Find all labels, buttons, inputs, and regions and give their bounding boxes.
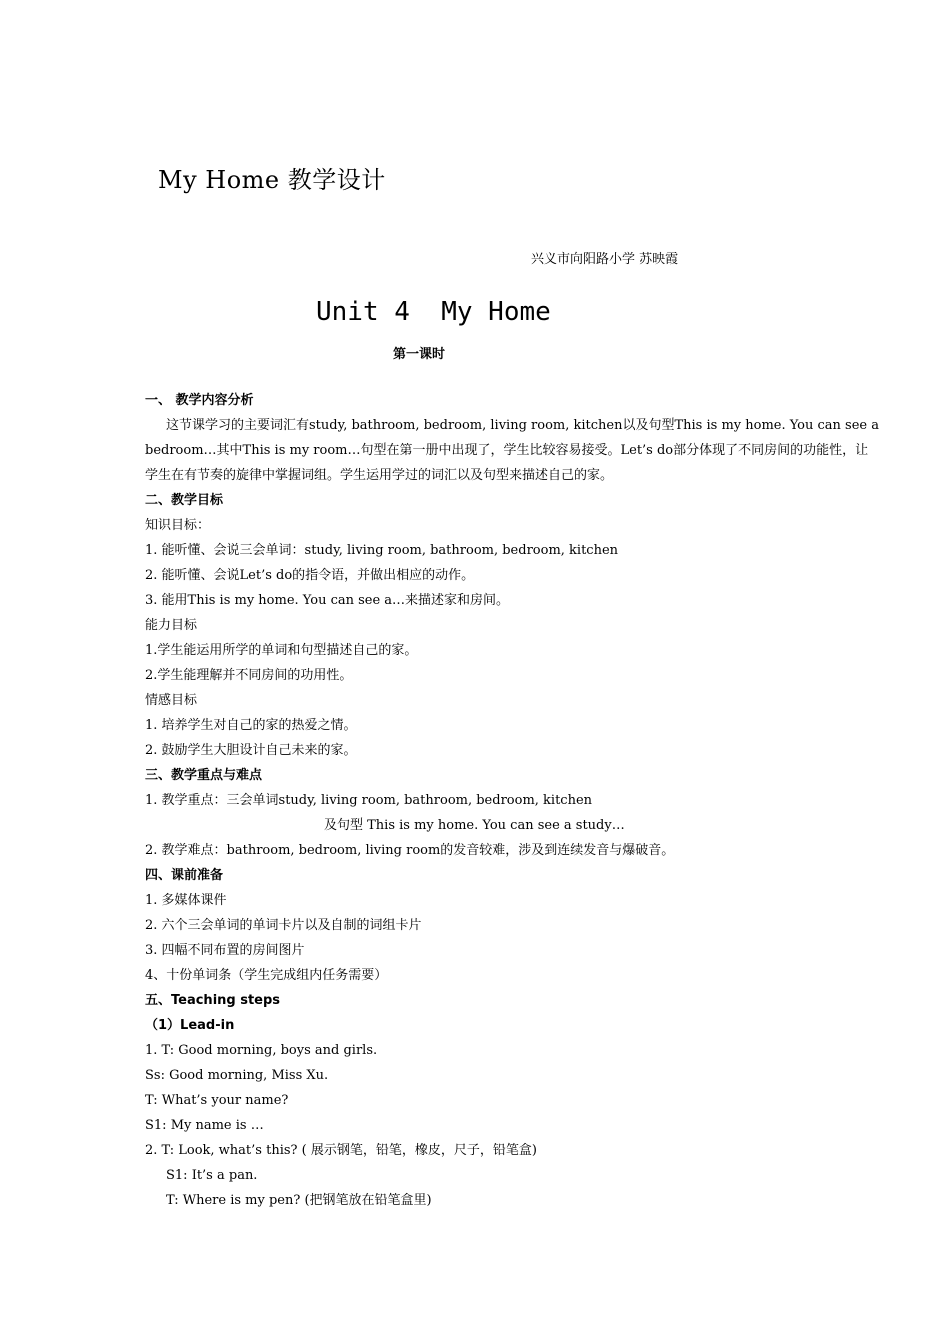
section-heading-objectives: 二、教学目标 <box>145 493 224 508</box>
dialogue-line: T: What’s your name? <box>145 1093 289 1108</box>
list-item-continuation: 及句型 This is my home. You can see a study… <box>324 818 625 833</box>
list-item: 1. 培养学生对自己的家的热爱之情。 <box>145 718 357 733</box>
list-item: 2. 教学难点：bathroom, bedroom, living room的发音较难，涉及到连续发音与爆破音。 <box>145 843 675 858</box>
list-item: 2.学生能理解并不同房间的功用性。 <box>145 668 353 683</box>
dialogue-line: T: Where is my pen? (把钢笔放在铅笔盒里) <box>166 1193 432 1208</box>
document-title: My Home 教学设计 <box>158 166 386 194</box>
list-item: 2. 鼓励学生大胆设计自己未来的家。 <box>145 743 357 758</box>
knowledge-objectives-label: 知识目标： <box>145 518 211 533</box>
list-item: 3. 四幅不同布置的房间图片 <box>145 943 305 958</box>
section-heading-preparation: 四、课前准备 <box>145 868 224 883</box>
ability-objectives-label: 能力目标 <box>145 618 198 633</box>
list-item: 2. 能听懂、会说Let’s do的指令语，并做出相应的动作。 <box>145 568 475 583</box>
list-item: 1. 教学重点：三会单词study, living room, bathroom, bedroom, kitchen <box>145 793 593 808</box>
list-item: 1. 能听懂、会说三会单词：study, living room, bathroom, bedroom, kitchen <box>145 543 619 558</box>
document-body <box>145 388 880 1213</box>
list-item: 1. 多媒体课件 <box>145 893 227 908</box>
dialogue-line: 1. T: Good morning, boys and girls. <box>145 1043 378 1058</box>
subsection-heading-lead-in: （1）Lead-in <box>145 1018 235 1033</box>
list-item: 1.学生能运用所学的单词和句型描述自己的家。 <box>145 643 418 658</box>
list-item: 3. 能用This is my home. You can see a…来描述家和房间。 <box>145 593 510 608</box>
emotion-objectives-label: 情感目标 <box>145 693 198 708</box>
dialogue-line: Ss: Good morning, Miss Xu. <box>145 1068 329 1083</box>
section-heading-teaching-steps: 五、Teaching steps <box>145 993 281 1008</box>
list-item: 2. 六个三会单词的单词卡片以及自制的词组卡片 <box>145 918 422 933</box>
dialogue-line: S1: It’s a pan. <box>166 1168 258 1183</box>
section-heading-content-analysis: 一、 教学内容分析 <box>145 393 254 408</box>
unit-title: Unit 4 My Home <box>316 297 551 327</box>
content-analysis-paragraph: 这节课学习的主要词汇有study, bathroom, bedroom, living room, kitchen以及句型This is my home. You can see a bedroom…其中This is my room…句型在第一册中出现了，学生比较容易接受。Let’s do部分体现了不同房间的功能性，让学生在有节奏的旋律中掌握词组。学生运用学过的词汇以及句型来描述自己的家。 <box>145 418 879 483</box>
dialogue-line: S1: My name is … <box>145 1118 264 1133</box>
section-heading-key-points: 三、教学重点与难点 <box>145 768 263 783</box>
dialogue-line: 2. T: Look, what’s this? ( 展示钢笔，铅笔，橡皮，尺子，铅笔盒) <box>145 1143 537 1158</box>
author-line: 兴义市向阳路小学 苏映霞 <box>531 252 679 267</box>
list-item: 4、十份单词条（学生完成组内任务需要） <box>145 968 388 983</box>
lesson-label: 第一课时 <box>393 347 446 362</box>
